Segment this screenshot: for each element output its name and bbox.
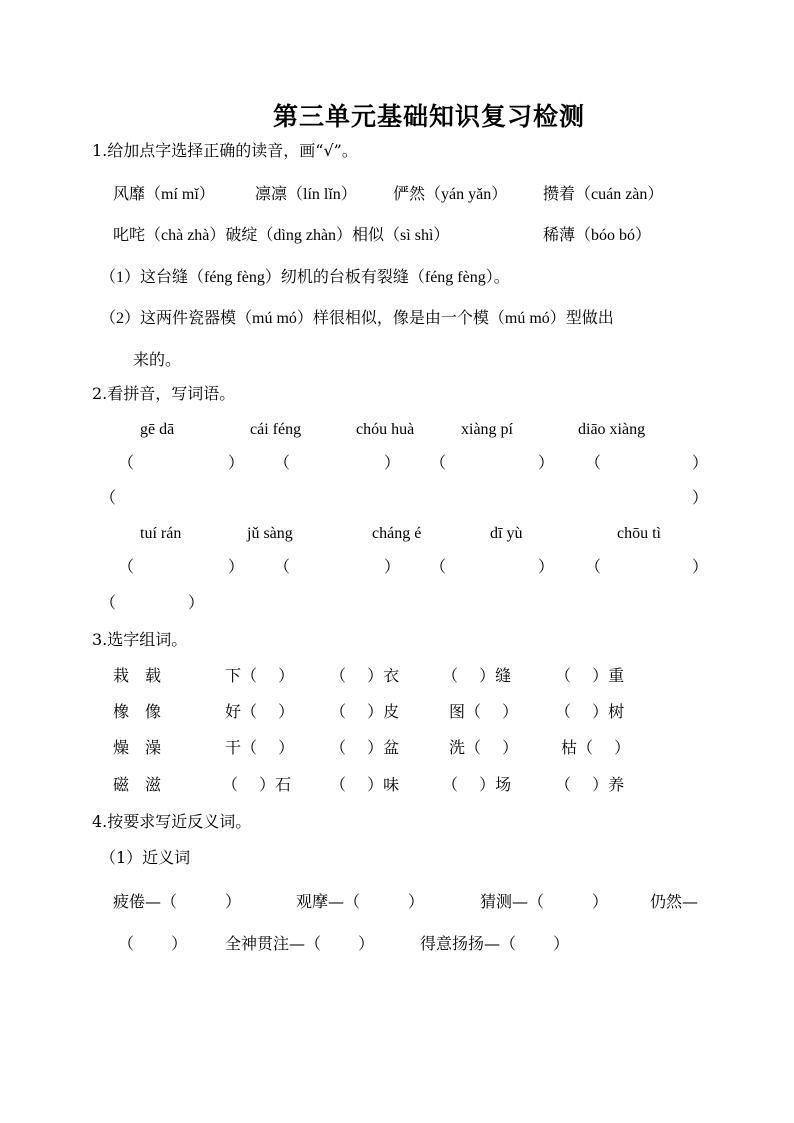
page-title: 第三单元基础知识复习检测 bbox=[272, 102, 585, 131]
answer-box-open[interactable]: （ bbox=[585, 557, 602, 576]
answer-box-close[interactable]: ） bbox=[538, 453, 555, 472]
word-blank[interactable]: 枯（ ） bbox=[561, 738, 631, 757]
answer-box-close[interactable]: ） bbox=[228, 557, 245, 576]
synonym-item[interactable]: 疲倦—（ ） bbox=[113, 892, 242, 911]
word-blank[interactable]: 洗（ ） bbox=[449, 738, 519, 757]
pinyin-prompt: cháng é bbox=[372, 525, 422, 542]
pinyin-prompt: dī yù bbox=[490, 525, 523, 542]
char-pair: 燥 澡 bbox=[113, 738, 162, 757]
answer-box-close[interactable]: ） bbox=[384, 453, 401, 472]
pinyin-prompt: jǔ sàng bbox=[247, 525, 293, 542]
q1-item: 风靡（mí mǐ） bbox=[113, 186, 215, 203]
pinyin-prompt: chóu huà bbox=[356, 421, 415, 438]
word-blank[interactable]: 下（ ） bbox=[225, 666, 295, 685]
answer-box-open[interactable]: （ bbox=[430, 557, 447, 576]
word-blank[interactable]: （ ）场 bbox=[442, 775, 512, 794]
word-blank[interactable]: 图（ ） bbox=[449, 702, 519, 721]
synonym-item[interactable]: 猜测—（ ） bbox=[480, 892, 609, 911]
answer-box-close[interactable]: ） bbox=[692, 453, 709, 472]
answer-box-open[interactable]: （ bbox=[100, 593, 117, 612]
pinyin-prompt: diāo xiàng bbox=[578, 421, 646, 438]
pinyin-prompt: gē dā bbox=[140, 421, 175, 438]
q2-heading: 2.看拼音，写词语。 bbox=[92, 384, 236, 403]
answer-box-open[interactable]: （ bbox=[585, 453, 602, 472]
answer-box-open[interactable]: （ bbox=[430, 453, 447, 472]
answer-box-close[interactable]: ） bbox=[692, 488, 709, 507]
pinyin-prompt: xiàng pí bbox=[461, 421, 513, 438]
q1-sentence-2-cont: 来的。 bbox=[133, 350, 182, 369]
answer-box-open[interactable]: （ bbox=[100, 488, 117, 507]
synonym-item[interactable]: 观摩—（ ） bbox=[296, 892, 425, 911]
answer-box-close[interactable]: ） bbox=[384, 557, 401, 576]
answer-box-close[interactable]: ） bbox=[538, 557, 555, 576]
word-blank[interactable]: （ ）树 bbox=[555, 702, 625, 721]
q1-sentence-2: （2）这两件瓷器模（mú mó）样很相似，像是由一个模（mú mó）型做出 bbox=[100, 310, 614, 327]
q1-item: 稀薄（bóo bó） bbox=[543, 227, 652, 244]
word-blank[interactable]: （ ）养 bbox=[555, 775, 625, 794]
q4-heading: 4.按要求写近反义词。 bbox=[92, 812, 252, 831]
synonym-item[interactable]: （ ） bbox=[118, 934, 188, 953]
word-blank[interactable]: （ ）石 bbox=[222, 775, 292, 794]
answer-box-open[interactable]: （ bbox=[118, 453, 135, 472]
word-blank[interactable]: （ ）衣 bbox=[330, 666, 400, 685]
q1-item: 俨然（yán yǎn） bbox=[393, 186, 508, 203]
q4-sub-heading: （1）近义词 bbox=[100, 848, 191, 867]
char-pair: 磁 滋 bbox=[113, 775, 162, 794]
synonym-item[interactable]: 得意扬扬—（ ） bbox=[420, 934, 570, 953]
q1-sentence-1: （1）这台缝（féng fèng）纫机的台板有裂缝（féng fèng）。 bbox=[100, 269, 510, 286]
word-blank[interactable]: 干（ ） bbox=[225, 738, 295, 757]
answer-box-close[interactable]: ） bbox=[692, 557, 709, 576]
answer-box-open[interactable]: （ bbox=[274, 453, 291, 472]
answer-box-close[interactable]: ） bbox=[188, 593, 205, 612]
pinyin-prompt: tuí rán bbox=[140, 525, 182, 542]
answer-box-open[interactable]: （ bbox=[118, 557, 135, 576]
q1-item: 凛凛（lín lǐn） bbox=[255, 186, 357, 203]
answer-box-close[interactable]: ） bbox=[228, 453, 245, 472]
word-blank[interactable]: （ ）缝 bbox=[442, 666, 512, 685]
q1-item: 攒着（cuán zàn） bbox=[543, 186, 664, 203]
word-blank[interactable]: （ ）皮 bbox=[330, 702, 400, 721]
q1-item: 叱咤（chà zhà）破绽（dìng zhàn）相似（sì shì） bbox=[113, 227, 450, 244]
synonym-item: 仍然— bbox=[650, 892, 699, 911]
word-blank[interactable]: （ ）味 bbox=[330, 775, 400, 794]
word-blank[interactable]: （ ）重 bbox=[555, 666, 625, 685]
q3-heading: 3.选字组词。 bbox=[92, 630, 188, 649]
char-pair: 橡 像 bbox=[113, 702, 162, 721]
q1-heading: 1.给加点字选择正确的读音，画“√”。 bbox=[92, 141, 358, 160]
synonym-item[interactable]: 全神贯注—（ ） bbox=[225, 934, 375, 953]
answer-box-open[interactable]: （ bbox=[274, 557, 291, 576]
pinyin-prompt: chōu tì bbox=[617, 525, 661, 542]
word-blank[interactable]: 好（ ） bbox=[225, 702, 295, 721]
word-blank[interactable]: （ ）盆 bbox=[330, 738, 400, 757]
pinyin-prompt: cái féng bbox=[250, 421, 302, 438]
char-pair: 栽 载 bbox=[113, 666, 162, 685]
